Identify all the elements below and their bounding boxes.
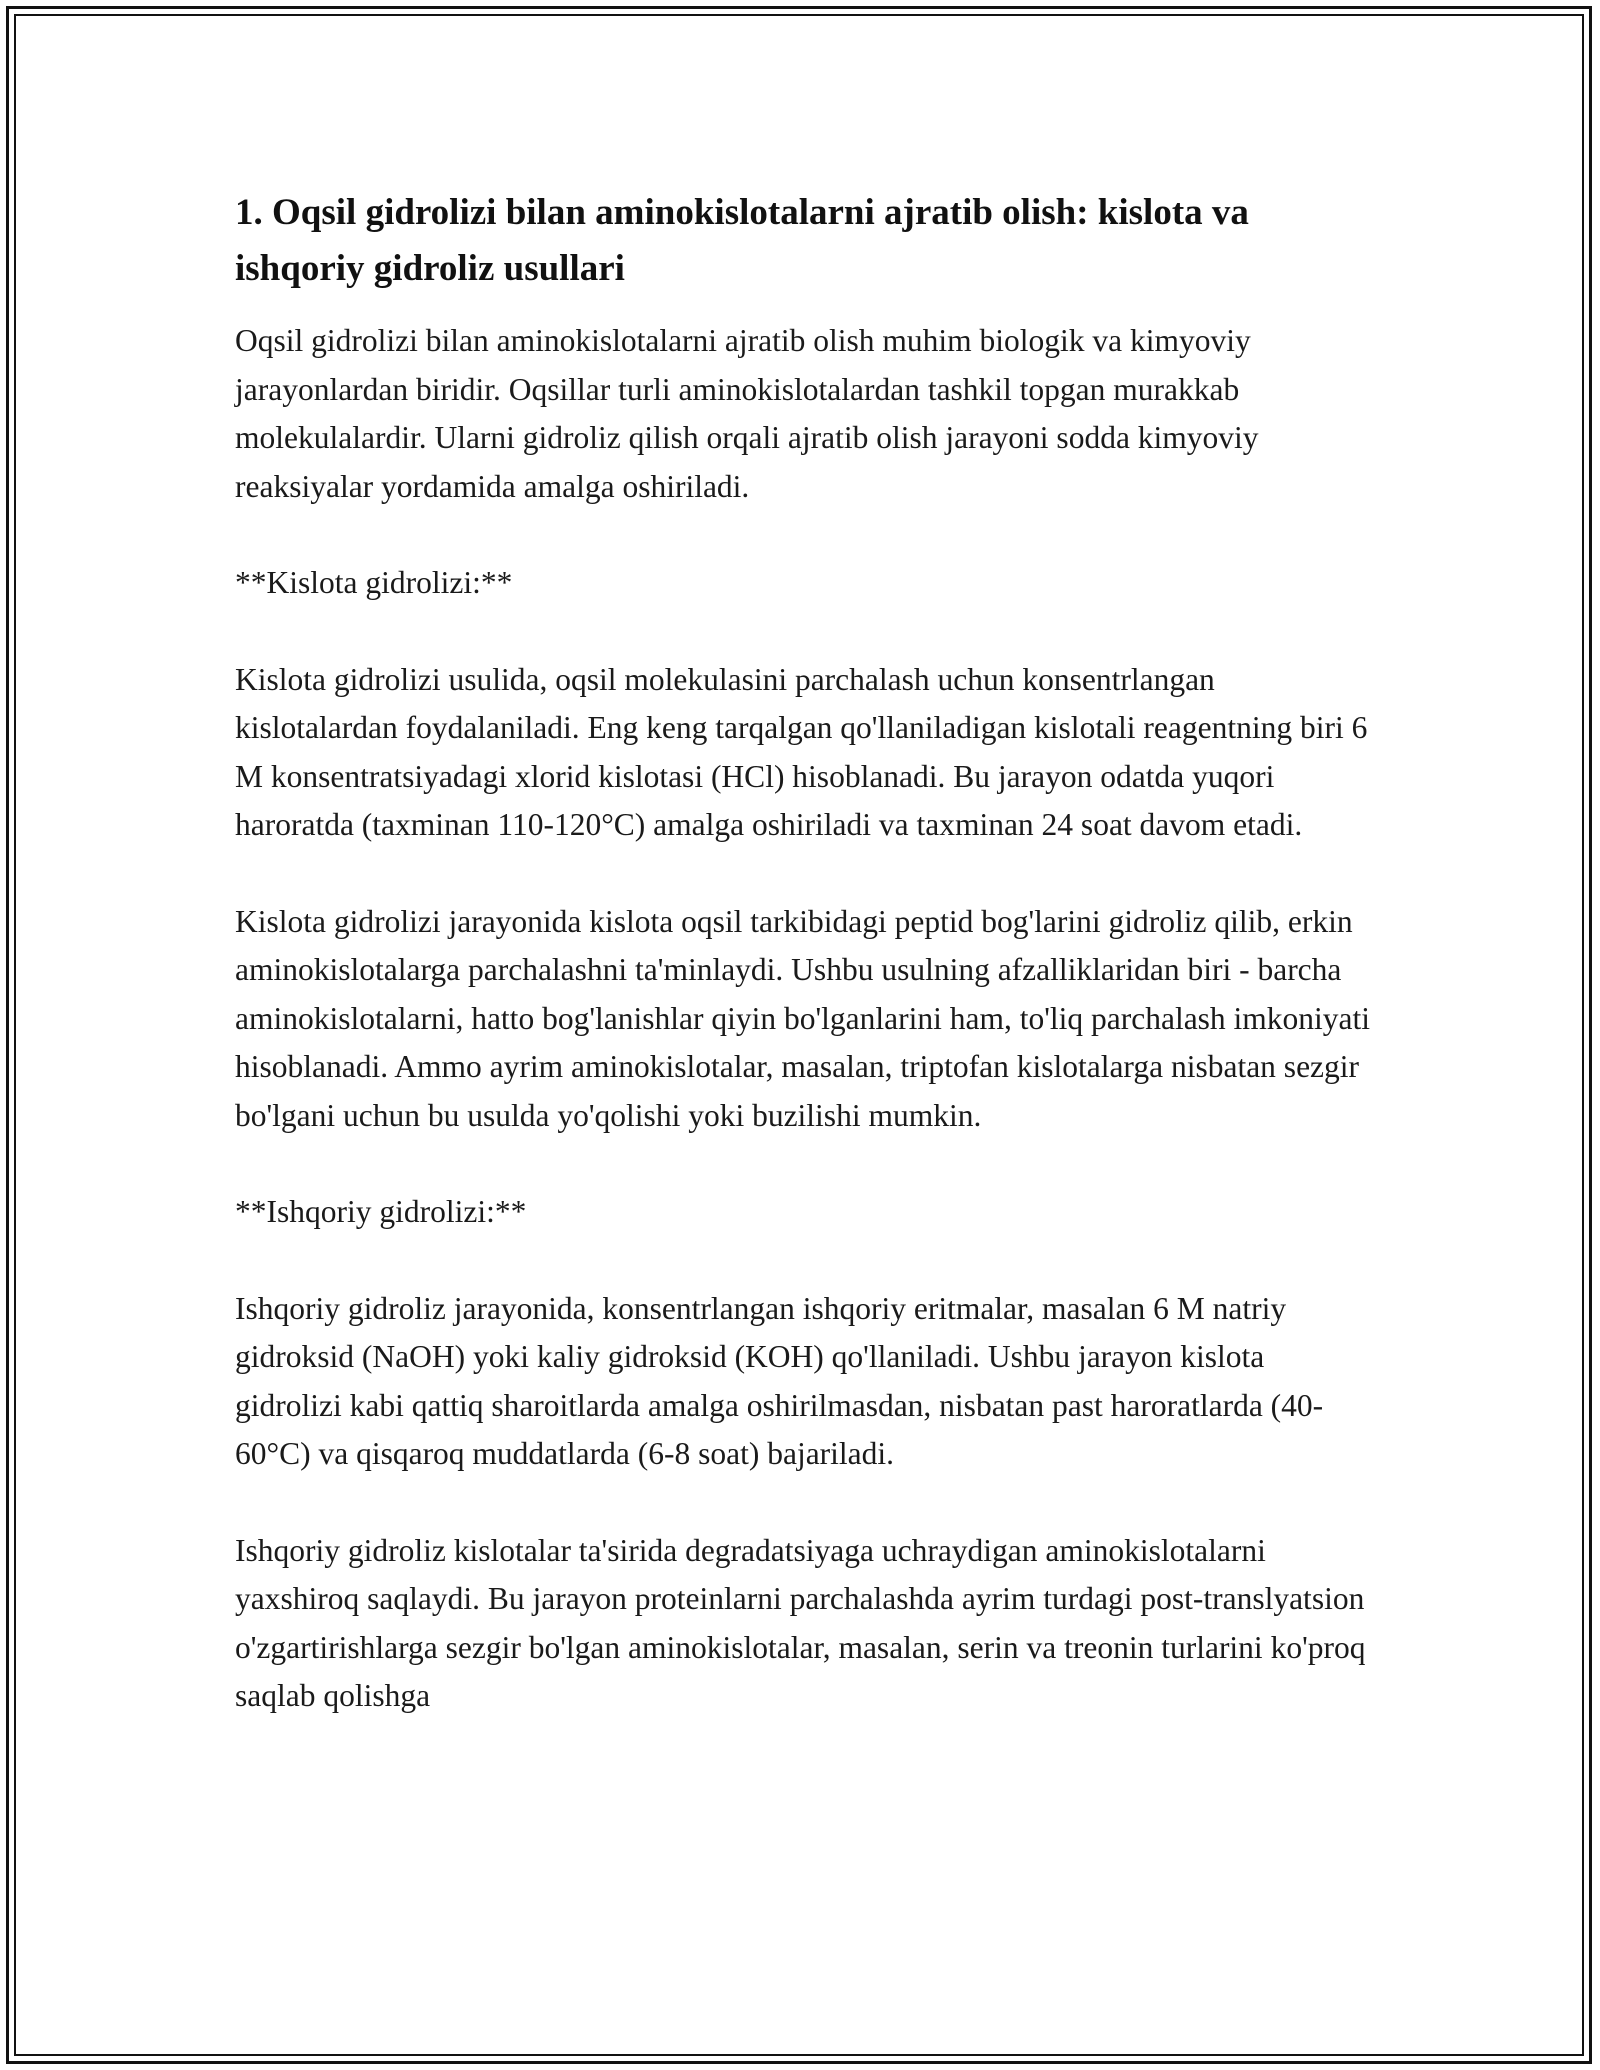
document-body: [235, 185, 1375, 1769]
subheading-acid-hydrolysis: **Kislota gidrolizi:**: [235, 565, 513, 600]
section-heading: 1. Oqsil gidrolizi bilan aminokislotalarni ajratib olish: kislota va ishqoriy gidroliz usullari: [235, 192, 1249, 289]
paragraph-acid-details: Kislota gidrolizi jarayonida kislota oqsil tarkibidagi peptid bog'larini gidroliz qilib, erkin aminokislotalarga parchalashni ta'minlaydi. Ushbu usulning afzalliklaridan biri - barcha aminokislotalarni, hatto bog'lanishlar qiyin bo'lganlarini ham, to'liq parchalash imkoniyati hisoblanadi. Ammo ayrim aminokislotalar, masalan, triptofan kislotalarga nisbatan sezgir bo'lgani uchun bu usulda yo'qolishi yoki buzilishi mumkin.: [235, 903, 1371, 1133]
paragraph-alkaline-method: Ishqoriy gidroliz jarayonida, konsentrlangan ishqoriy eritmalar, masalan 6 M natriy gidroksid (NaOH) yoki kaliy gidroksid (KOH) qo'llaniladi. Ushbu jarayon kislota gidrolizi kabi qattiq sharoitlarda amalga oshirilmasdan, nisbatan past haroratlarda (40-60°C) va qisqaroq muddatlarda (6-8 soat) bajariladi.: [235, 1290, 1324, 1471]
paragraph-intro: Oqsil gidrolizi bilan aminokislotalarni ajratib olish muhim biologik va kimyoviy jarayonlardan biridir. Oqsillar turli aminokislotalardan tashkil topgan murakkab molekulalardir. Ularni gidroliz qilish orqali ajratib olish jarayoni sodda kimyoviy reaksiyalar yordamida amalga oshiriladi.: [235, 323, 1259, 504]
paragraph-acid-method: Kislota gidrolizi usulida, oqsil molekulasini parchalash uchun konsentrlangan kislotalardan foydalaniladi. Eng keng tarqalgan qo'llaniladigan kislotali reagentning biri 6 M konsentratsiyadagi xlorid kislotasi (HCl) hisoblanadi. Bu jarayon odatda yuqori haroratda (taxminan 110-120°C) amalga oshiriladi va taxminan 24 soat davom etadi.: [235, 661, 1368, 842]
subheading-alkaline-hydrolysis: **Ishqoriy gidrolizi:**: [235, 1194, 527, 1229]
paragraph-alkaline-details: Ishqoriy gidroliz kislotalar ta'sirida degradatsiyaga uchraydigan aminokislotalarni yaxshiroq saqlaydi. Bu jarayon proteinlarni parchalashda ayrim turdagi post-translyatsion o'zgartirishlarga sezgir bo'lgan aminokislotalar, masalan, serin va treonin turlarini ko'proq saqlab qolishga: [235, 1532, 1366, 1713]
